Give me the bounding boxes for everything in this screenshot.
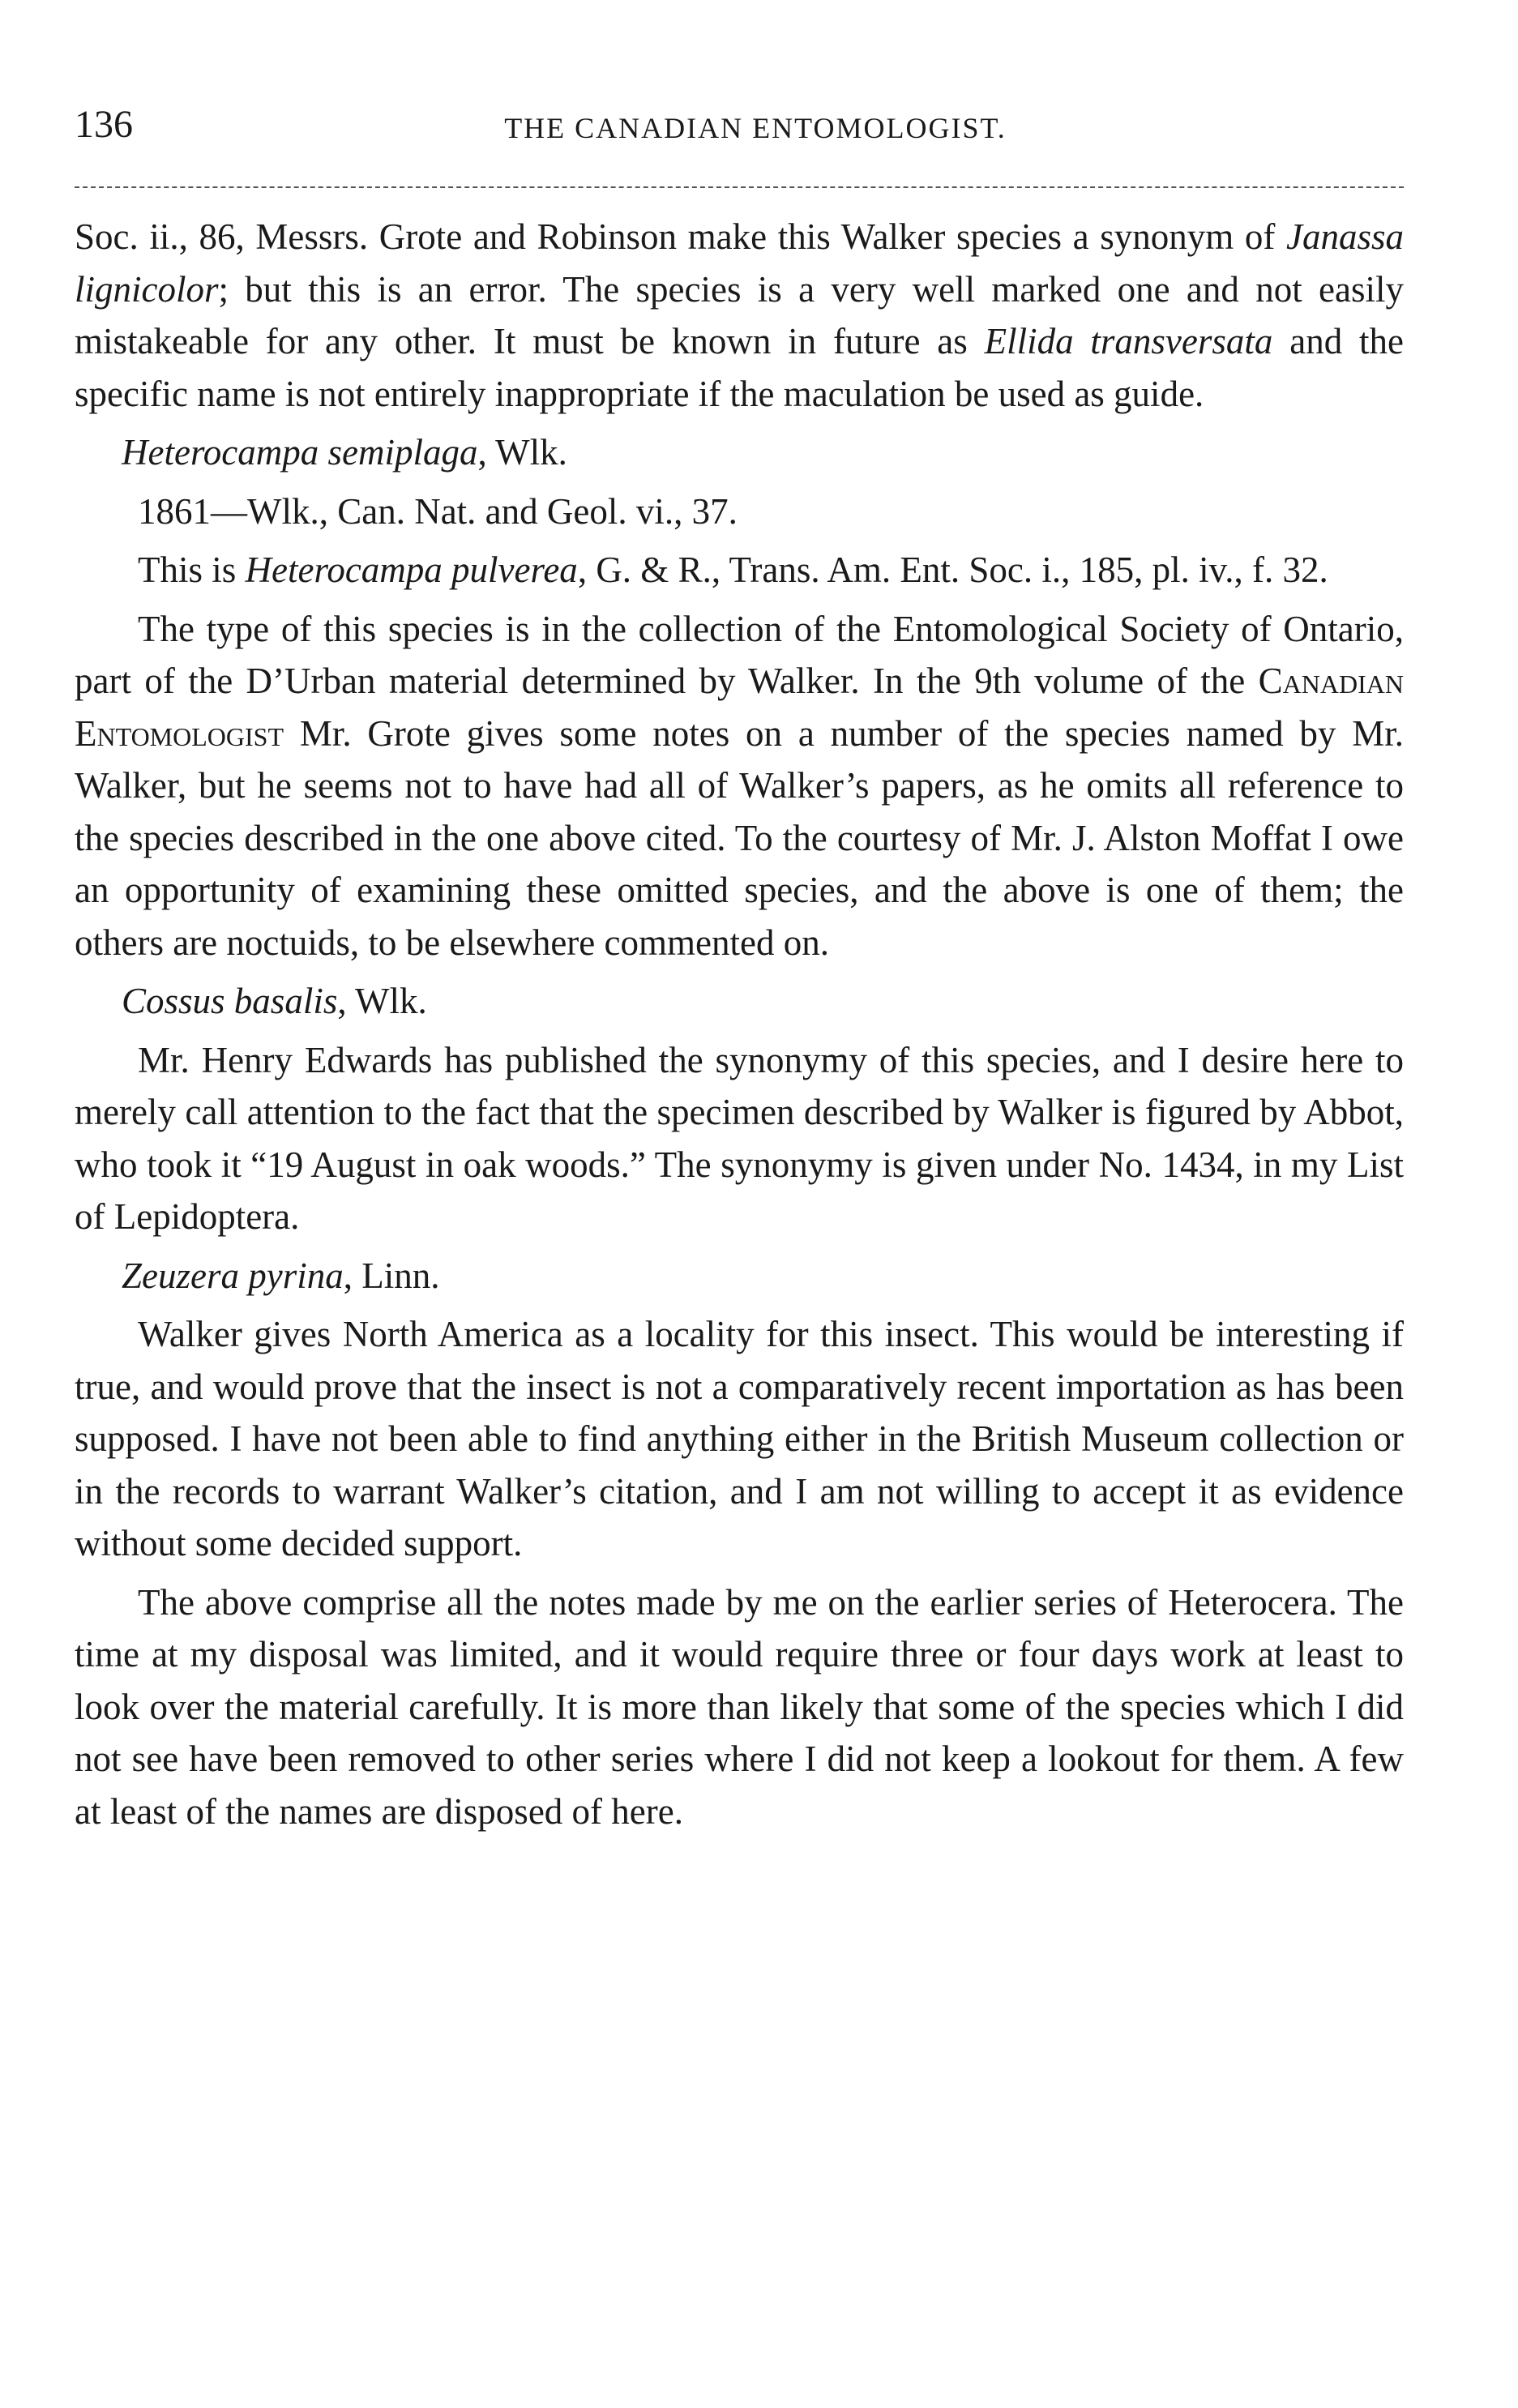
text-run: The type of this species is in the collection of the Entomological Society of Ontario, part of the D’Urban material determined by Walker. In the 9th volume of the — [75, 608, 1404, 701]
species-name: Heterocampa semiplaga — [122, 432, 478, 473]
text-run: Mr. Grote gives some notes on a number of the species named by Mr. Walker, but he seems not to have had all of Walker’s papers, as he omits all reference to the species described in the one above cited. To the courtesy of Mr. J. Alston Moffat I owe an opportunity of examining these omitted species, and the above is one of them; the others are noctuids, to be elsewhere commented on. — [75, 712, 1404, 963]
page-header — [75, 81, 1404, 146]
article-body — [75, 211, 1404, 1837]
paragraph — [75, 544, 1404, 597]
paragraph: Walker gives North America as a locality for this insect. This would be interesting if true, and would prove that the insect is not a comparatively recent importation as has been supposed. I have not been able to find anything either in the British Museum collection or in the records to warrant Walker’s citation, and I am not willing to accept it as evidence without some decided support. — [75, 1314, 1404, 1563]
species-name: Janassa lignicolor — [75, 216, 1404, 310]
species-author: , Wlk. — [337, 981, 427, 1021]
text-run: , G. & R., Trans. Am. Ent. Soc. i., 185, pl. iv., f. 32. — [577, 550, 1328, 590]
species-author: , Linn. — [343, 1255, 440, 1296]
text-run: This is — [138, 550, 246, 590]
citation: 1861—Wlk., Can. Nat. and Geol. vi., 37. — [138, 490, 738, 532]
text-run: and the specific name is not entirely inappropriate if the maculation be used as guide. — [75, 321, 1405, 414]
journal-title: Canadian Entomologist — [75, 661, 1404, 754]
paragraph — [75, 603, 1404, 969]
paragraph: Mr. Henry Edwards has published the synonymy of this species, and I desire here to merely call attention to the fact that the specimen described by Walker is figured by Abbot, who took it “19 August in oak woods.” The synonymy is given under No. 1434, in my List of Lepidoptera. — [75, 1039, 1404, 1237]
text-run: ; but this is an error. The species is a very well marked one and not easily mistakeable for any other. It must be known in future as — [75, 268, 1404, 361]
page — [75, 81, 1404, 1844]
running-head: THE CANADIAN ENTOMOLOGIST. — [504, 112, 1007, 144]
paragraph-continuation — [75, 211, 1404, 420]
text-run: Soc. ii., 86, Messrs. Grote and Robinson make this Walker species a synonym of — [75, 216, 1286, 257]
species-name: Ellida transversata — [984, 321, 1273, 361]
species-heading — [75, 1250, 1404, 1302]
species-name: Zeuzera pyrina — [122, 1255, 344, 1296]
species-name: Heterocampa pulverea — [245, 550, 578, 590]
page-number: 136 — [75, 103, 133, 146]
header-rule — [75, 186, 1404, 188]
species-heading — [75, 975, 1404, 1028]
paragraph: The above comprise all the notes made by me on the earlier series of Heterocera. The time at my disposal was limited, and it would require three or four days work at least to look over the material carefully. It is more than likely that some of the species which I did not see have been removed to other series where I did not keep a lookout for them. A few at least of the names are disposed of here. — [75, 1581, 1404, 1832]
species-author: , Wlk. — [477, 432, 567, 473]
species-heading — [75, 426, 1404, 479]
species-name: Cossus basalis — [122, 981, 338, 1021]
